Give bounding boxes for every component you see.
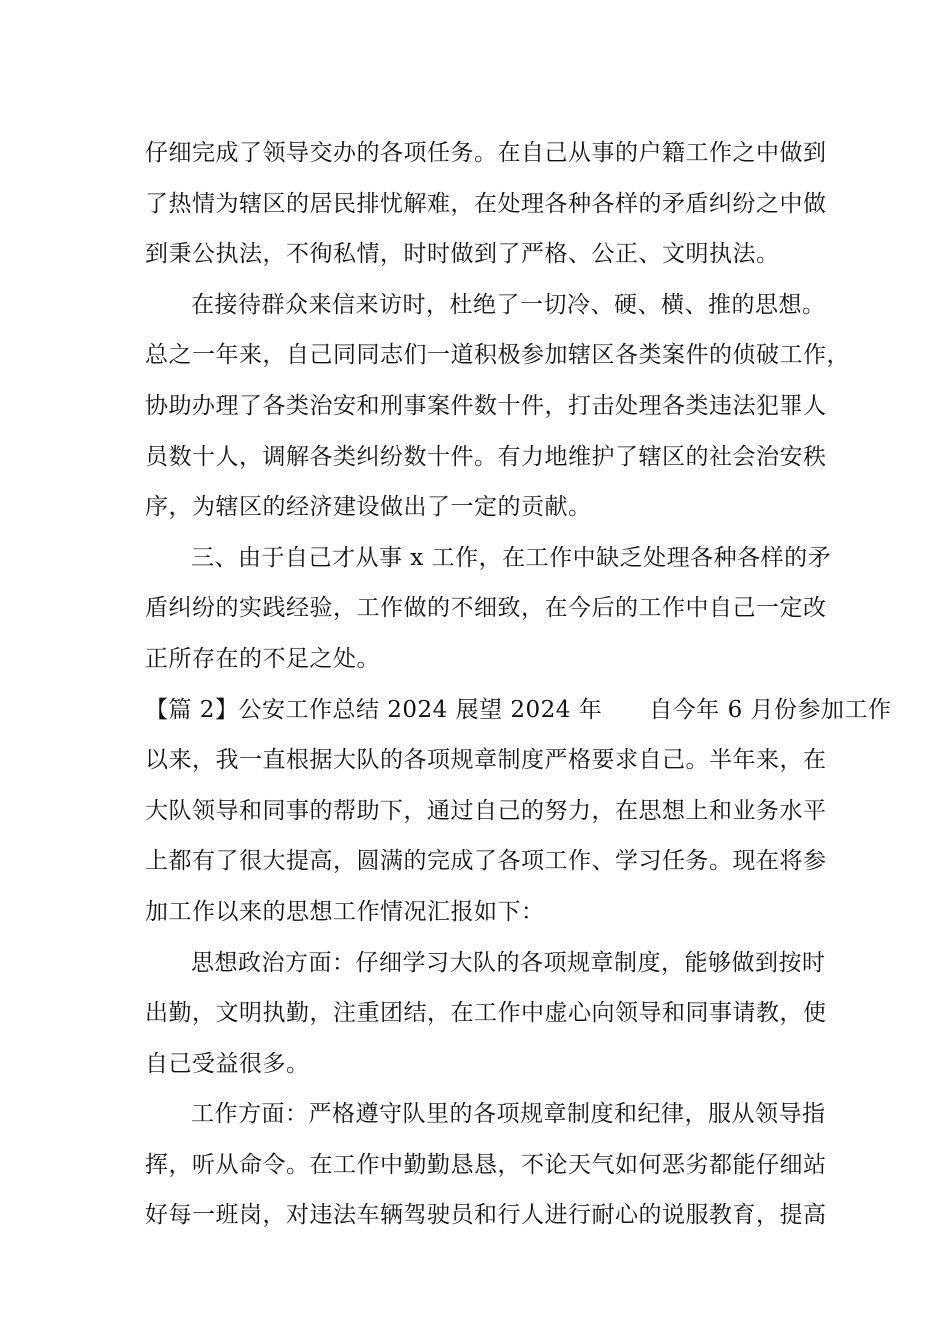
document-body — [145, 128, 892, 1241]
text-line: 上都有了很大提高，圆满的完成了各项工作、学习任务。现在将参 — [145, 848, 827, 875]
text-line: 好每一班岗，对违法车辆驾驶员和行人进行耐心的说服教育，提高 — [145, 1202, 827, 1229]
text-line: 协助办理了各类治安和刑事案件数十件，打击处理各类违法犯罪人 — [145, 392, 827, 419]
paragraph-first-line: 在接待群众来信来访时，杜绝了一切冷、硬、横、推的思想。 — [191, 291, 826, 318]
text-line: 大队领导和同事的帮助下，通过自己的努力，在思想上和业务水平 — [145, 797, 827, 824]
text-line: 出勤，文明执勤，注重团结，在工作中虚心向领导和同事请教，使 — [145, 1000, 827, 1027]
text-line: 自己受益很多。 — [145, 1050, 310, 1077]
text-line: 盾纠纷的实践经验，工作做的不细致，在今后的工作中自己一定改 — [145, 595, 827, 622]
text-line: 序，为辖区的经济建设做出了一定的贡献。 — [145, 494, 592, 521]
text-line: 员数十人，调解各类纠纷数十件。有力地维护了辖区的社会治安秩 — [145, 443, 827, 470]
text-line: 正所存在的不足之处。 — [145, 645, 380, 672]
paragraph-first-line: 思想政治方面：仔细学习大队的各项规章制度，能够做到按时 — [191, 949, 826, 976]
text-line: 总之一年来，自己同同志们一道积极参加辖区各类案件的侦破工作， — [145, 342, 850, 369]
paragraph-first-line: 三、由于自己才从事 x 工作，在工作中缺乏处理各种各样的矛 — [191, 544, 832, 571]
text-line: 以来，我一直根据大队的各项规章制度严格要求自己。半年来，在 — [145, 747, 827, 774]
text-line: 到秉公执法，不徇私情，时时做到了严格、公正、文明执法。 — [145, 241, 780, 268]
paragraph-first-line: 工作方面：严格遵守队里的各项规章制度和纪律，服从领导指 — [191, 1101, 826, 1128]
section-heading-line: 【篇 2】公安工作总结 2024 展望 2024 年 自今年 6 月份参加工作 — [145, 696, 892, 723]
text-line: 仔细完成了领导交办的各项任务。在自己从事的户籍工作之中做到 — [145, 140, 827, 166]
text-line: 了热情为辖区的居民排忧解难，在处理各种各样的矛盾纠纷之中做 — [145, 190, 827, 217]
text-line: 加工作以来的思想工作情况汇报如下： — [145, 898, 545, 925]
text-line: 挥，听从命令。在工作中勤勤恳恳，不论天气如何恶劣都能仔细站 — [145, 1151, 827, 1178]
